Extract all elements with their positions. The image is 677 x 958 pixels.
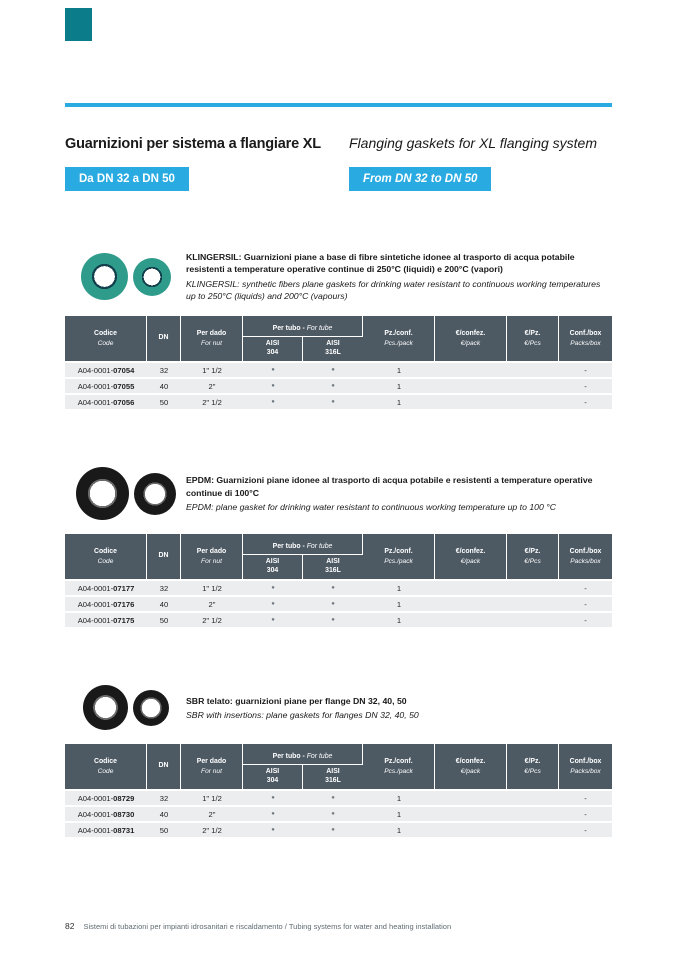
code-suffix: 07175 [113,615,135,625]
dn-cell: 50 [147,821,181,837]
code-cell [65,393,147,409]
code-suffix: 08730 [113,809,135,819]
table-header [65,316,612,361]
aisi304-dot-icon: ● [243,805,303,821]
unitprice-cell [507,611,559,627]
col-header-packprice [435,534,507,579]
page-footer [65,921,612,931]
code-prefix: A04-0001- [77,809,114,819]
aisi304-dot-icon: ● [243,595,303,611]
gasket-ring-large-icon [76,467,129,520]
gasket-ring-small-icon [134,473,176,515]
gasket-image [65,685,177,730]
nut-cell: 1" 1/2 [181,361,243,377]
table-row [65,361,612,377]
col-unitprice-en: €/Pcs [524,557,541,565]
col-header-unitprice [507,744,559,789]
aisi304-dot-icon: ● [243,611,303,627]
col-code-it: Codice [94,757,117,765]
aisi316-dot-icon: ● [303,821,363,837]
col-packprice-en: €/pack [460,339,481,347]
box-cell: - [559,595,612,611]
qty-cell: 1 [363,821,435,837]
nut-cell: 2" [181,595,243,611]
packprice-cell [435,393,507,409]
qty-cell: 1 [363,579,435,595]
col-code-it: Codice [94,547,117,555]
packprice-cell [435,579,507,595]
col-nut-it: Per dado [196,547,227,555]
col-nut-en: For nut [201,339,222,347]
table-row [65,789,612,805]
nut-cell: 2" [181,805,243,821]
col-nut-it: Per dado [196,329,227,337]
aisi316-l1: AISI [326,558,340,566]
aisi304-dot-icon: ● [243,821,303,837]
col-header-nut [181,534,243,579]
col-nut-it: Per dado [196,757,227,765]
col-header-qty [363,316,435,361]
code-suffix: 07054 [113,365,135,375]
col-box-en: Packs/box [570,557,601,565]
packprice-cell [435,595,507,611]
section-description-en: SBR with insertions: plane gaskets for flanges DN 32, 40, 50 [186,709,419,720]
col-tube-en: For tube [306,753,333,761]
aisi304-dot-icon: ● [243,393,303,409]
aisi316-l2: 316L [325,567,341,575]
col-header-tube [243,534,363,555]
col-packprice-en: €/pack [460,557,481,565]
col-dn-label: DN [158,334,169,342]
col-header-box [559,744,612,789]
col-qty-en: Pcs./pack [384,767,413,775]
col-nut-en: For nut [201,767,222,775]
col-header-tube [243,744,363,765]
aisi304-l1: AISI [265,340,280,348]
badge-row [65,167,612,191]
packprice-cell [435,377,507,393]
section-description [177,251,612,302]
col-header-code [65,744,147,789]
box-cell: - [559,821,612,837]
gasket-ring-large-icon [83,685,128,730]
section-intro [65,467,612,520]
code-cell [65,805,147,821]
page-title-en: Flanging gaskets for XL flanging system [349,135,597,151]
table-row [65,393,612,409]
section-description-it: KLINGERSIL: Guarnizioni piane a base di fibre sintetiche idonee al trasporto di acqua potabile resistenti a temperature operative continue di 250°C (liquidi) e 200°C (vapori) [186,252,575,275]
qty-cell: 1 [363,393,435,409]
qty-cell: 1 [363,805,435,821]
code-suffix: 07055 [113,381,135,391]
table-row [65,377,612,393]
col-unitprice-it: €/Pz. [524,757,541,765]
aisi316-l2: 316L [325,349,341,357]
aisi316-dot-icon: ● [303,361,363,377]
table-row [65,821,612,837]
col-header-dn [147,316,181,361]
col-header-aisi304 [243,555,303,579]
col-header-qty [363,534,435,579]
packprice-cell [435,821,507,837]
col-qty-en: Pcs./pack [384,339,413,347]
unitprice-cell [507,789,559,805]
col-header-aisi316 [303,555,363,579]
unitprice-cell [507,805,559,821]
col-box-en: Packs/box [570,339,601,347]
qty-cell: 1 [363,377,435,393]
dn-range-badge-en: From DN 32 to DN 50 [349,167,491,191]
code-cell [65,377,147,393]
aisi304-l2: 304 [266,349,279,357]
page-number: 82 [65,921,75,931]
aisi316-dot-icon: ● [303,579,363,595]
qty-cell: 1 [363,611,435,627]
dn-cell: 32 [147,579,181,595]
code-suffix: 07056 [113,397,135,407]
gasket-image [65,467,177,520]
col-header-box [559,316,612,361]
gasket-ring-small-icon [133,258,171,296]
col-tube-it: Per tubo - [272,543,307,551]
col-dn-label: DN [158,762,169,770]
box-cell: - [559,805,612,821]
col-header-packprice [435,744,507,789]
col-unitprice-it: €/Pz. [524,329,541,337]
qty-cell: 1 [363,789,435,805]
footer-text: Sistemi di tubazioni per impianti idrosanitari e riscaldamento / Tubing systems for water and heating installation [83,922,452,931]
col-unitprice-en: €/Pcs [524,767,541,775]
section-description-it: EPDM: Guarnizioni piane idonee al trasporto di acqua potabile e resistenti a temperature operative continue di 100°C [186,475,593,498]
col-unitprice-en: €/Pcs [524,339,541,347]
qty-cell: 1 [363,361,435,377]
col-nut-en: For nut [201,557,222,565]
col-unitprice-it: €/Pz. [524,547,541,555]
aisi316-dot-icon: ● [303,377,363,393]
aisi304-l2: 304 [266,567,279,575]
col-qty-en: Pcs./pack [384,557,413,565]
code-prefix: A04-0001- [77,793,114,803]
section-description-en: EPDM: plane gasket for drinking water resistant to continuous working temperature up to 100 °C [186,502,556,513]
col-qty-it: Pz./conf. [384,329,413,337]
section-intro [65,251,612,302]
section-description-it: SBR telato: guarnizioni piane per flange DN 32, 40, 50 [186,695,407,706]
unitprice-cell [507,393,559,409]
col-header-aisi316 [303,337,363,361]
packprice-cell [435,611,507,627]
aisi304-dot-icon: ● [243,789,303,805]
col-tube-en: For tube [306,325,333,333]
dn-cell: 50 [147,393,181,409]
section-description [177,474,612,513]
code-prefix: A04-0001- [77,381,114,391]
col-tube-it: Per tubo - [272,325,307,333]
gasket-image [65,253,177,300]
section-description-en: KLINGERSIL: synthetic fibers plane gaskets for drinking water resistant to continuous working temperatures up to 250°C (liquids) and 200°C (vapours) [186,278,601,302]
code-prefix: A04-0001- [77,825,114,835]
nut-cell: 1" 1/2 [181,789,243,805]
col-header-tube [243,316,363,337]
col-tube-en: For tube [306,543,333,551]
col-header-packprice [435,316,507,361]
col-box-it: Conf./box [569,757,602,765]
col-header-nut [181,744,243,789]
aisi304-l2: 304 [266,777,279,785]
code-cell [65,611,147,627]
nut-cell: 2" [181,377,243,393]
dn-cell: 40 [147,377,181,393]
aisi316-dot-icon: ● [303,595,363,611]
header-divider-rule [65,103,612,107]
unitprice-cell [507,361,559,377]
box-cell: - [559,393,612,409]
col-code-en: Code [97,339,114,347]
col-packprice-it: €/confez. [455,547,486,555]
col-packprice-en: €/pack [460,767,481,775]
aisi304-dot-icon: ● [243,361,303,377]
code-prefix: A04-0001- [77,365,114,375]
col-header-nut [181,316,243,361]
aisi316-l2: 316L [325,777,341,785]
section-sbr [65,685,612,837]
table-row [65,579,612,595]
aisi316-dot-icon: ● [303,611,363,627]
aisi304-l1: AISI [265,768,280,776]
code-suffix: 08731 [113,825,135,835]
col-box-en: Packs/box [570,767,601,775]
aisi316-dot-icon: ● [303,393,363,409]
col-box-it: Conf./box [569,329,602,337]
box-cell: - [559,579,612,595]
packprice-cell [435,805,507,821]
col-header-aisi316 [303,765,363,789]
col-header-code [65,316,147,361]
section-description [177,695,612,722]
packprice-cell [435,789,507,805]
col-header-code [65,534,147,579]
col-qty-it: Pz./conf. [384,547,413,555]
code-prefix: A04-0001- [77,615,114,625]
dn-cell: 50 [147,611,181,627]
title-row [65,135,612,155]
nut-cell: 1" 1/2 [181,579,243,595]
packprice-cell [435,361,507,377]
col-dn-label: DN [158,552,169,560]
code-cell [65,579,147,595]
page-title-it: Guarnizioni per sistema a flangiare XL [65,136,321,152]
table-header [65,744,612,789]
code-cell [65,361,147,377]
table-row [65,805,612,821]
code-prefix: A04-0001- [77,599,114,609]
dn-cell: 32 [147,789,181,805]
aisi316-l1: AISI [326,340,340,348]
aisi304-l1: AISI [265,558,280,566]
col-header-dn [147,744,181,789]
col-header-unitprice [507,316,559,361]
table-row [65,611,612,627]
section-epdm [65,467,612,627]
product-table-sbr [65,744,612,837]
unitprice-cell [507,377,559,393]
col-packprice-it: €/confez. [455,329,486,337]
dn-range-badge-it: Da DN 32 a DN 50 [65,167,189,191]
code-prefix: A04-0001- [77,397,114,407]
table-header [65,534,612,579]
unitprice-cell [507,595,559,611]
code-suffix: 07177 [113,583,135,593]
dn-cell: 40 [147,805,181,821]
aisi304-dot-icon: ● [243,579,303,595]
nut-cell: 2" 1/2 [181,821,243,837]
aisi304-dot-icon: ● [243,377,303,393]
code-suffix: 07176 [113,599,135,609]
box-cell: - [559,789,612,805]
page-content [65,0,612,837]
code-suffix: 08729 [113,793,135,803]
box-cell: - [559,377,612,393]
product-table-klingersil [65,316,612,409]
aisi316-l1: AISI [326,768,340,776]
col-qty-it: Pz./conf. [384,757,413,765]
aisi316-dot-icon: ● [303,805,363,821]
col-code-it: Codice [94,329,117,337]
col-code-en: Code [97,767,114,775]
product-table-epdm [65,534,612,627]
col-tube-it: Per tubo - [272,753,307,761]
code-cell [65,821,147,837]
qty-cell: 1 [363,595,435,611]
code-cell [65,789,147,805]
aisi316-dot-icon: ● [303,789,363,805]
col-header-dn [147,534,181,579]
nut-cell: 2" 1/2 [181,611,243,627]
col-header-aisi304 [243,337,303,361]
table-row [65,595,612,611]
code-prefix: A04-0001- [77,583,114,593]
box-cell: - [559,611,612,627]
col-code-en: Code [97,557,114,565]
unitprice-cell [507,579,559,595]
nut-cell: 2" 1/2 [181,393,243,409]
box-cell: - [559,361,612,377]
col-header-aisi304 [243,765,303,789]
section-klingersil [65,251,612,409]
col-header-box [559,534,612,579]
col-header-unitprice [507,534,559,579]
badge-right-col [349,167,612,191]
gasket-ring-small-icon [133,690,169,726]
col-header-qty [363,744,435,789]
col-packprice-it: €/confez. [455,757,486,765]
section-intro [65,685,612,730]
dn-cell: 32 [147,361,181,377]
col-box-it: Conf./box [569,547,602,555]
dn-cell: 40 [147,595,181,611]
gasket-ring-large-icon [81,253,128,300]
unitprice-cell [507,821,559,837]
code-cell [65,595,147,611]
